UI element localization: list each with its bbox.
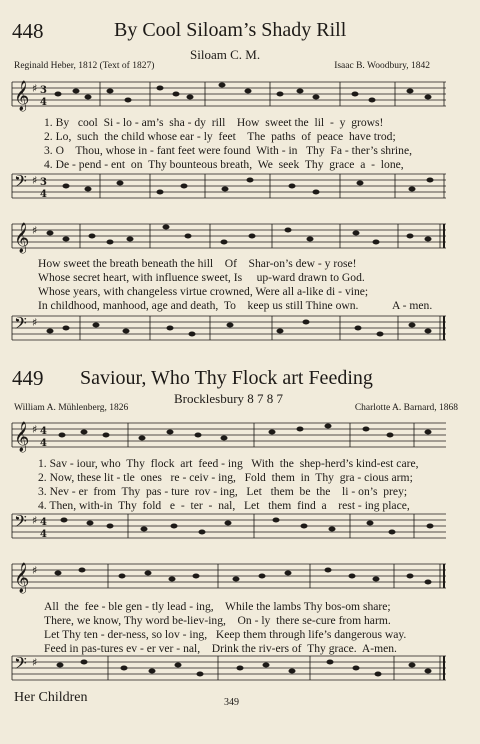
svg-text:4: 4	[40, 517, 47, 528]
page-number: 349	[224, 697, 239, 708]
hymn-449-words-credit: William A. Mühlenberg, 1826	[14, 403, 129, 413]
hymn-448-verse-line-2b: Whose secret heart, with influence sweet, Is up-ward drawn to God.	[38, 271, 365, 284]
hymn-448-verse-line-2a: 2. Lo, such the child whose ear - ly feet The paths of peace have trod;	[44, 130, 396, 143]
hymn-449-verse-line-2a: 2. Now, these lit - tle ones re - ceiv - ing, Fold them in Thy gra - cious arm;	[38, 471, 413, 484]
hymn-448-verse-line-1b: How sweet the breath beneath the hill Of Shar-on’s dew - y rose!	[38, 257, 357, 270]
hymn-449-staff-bass-2	[10, 650, 446, 690]
svg-text:3: 3	[40, 85, 47, 96]
svg-text:♯: ♯	[32, 656, 38, 669]
hymn-449-verse-line-4b: Feed in pas-tures ev - er ver - nal, Drink the riv-ers of Thy grace. A-men.	[44, 642, 397, 655]
svg-text:𝄢: 𝄢	[14, 511, 27, 535]
hymn-448-staff-treble-2	[10, 216, 446, 258]
svg-text:𝄞: 𝄞	[14, 422, 30, 452]
svg-text:3: 3	[40, 177, 47, 188]
svg-text:♯: ♯	[32, 224, 38, 237]
hymn-449-title: Saviour, Who Thy Flock art Feeding	[80, 367, 373, 389]
svg-text:♯: ♯	[32, 564, 38, 577]
hymn-449-number: 449	[12, 366, 44, 390]
hymn-448-verse-line-4b: In childhood, manhood, age and death, To keep us still Thine own.	[38, 299, 359, 312]
svg-text:𝄢: 𝄢	[14, 653, 27, 677]
svg-text:𝄞: 𝄞	[14, 81, 30, 111]
hymn-448-tune: Siloam C. M.	[190, 47, 261, 62]
svg-text:4: 4	[40, 189, 47, 200]
svg-text:𝄢: 𝄢	[14, 313, 27, 337]
hymn-449-verse-line-3a: 3. Nev - er from Thy pas - ture rov - ing, Let them be the li - on’s prey;	[38, 485, 408, 498]
hymn-448-verse-line-3b: Whose years, with changeless virtue crowned, Were all a-like di - vine;	[38, 285, 369, 298]
hymn-449-verse-line-1b: All the fee - ble gen - tly lead - ing, While the lambs Thy bos-om share;	[44, 600, 391, 613]
svg-text:𝄞: 𝄞	[14, 563, 30, 593]
hymn-448-title: By Cool Siloam’s Shady Rill	[114, 19, 347, 41]
svg-text:♯: ♯	[32, 174, 38, 187]
hymn-449-staff-treble-2	[10, 556, 446, 598]
hymn-449-verse-line-2b: There, we know, Thy word be-liev-ing, On - ly there se-cure from harm.	[44, 614, 391, 627]
hymn-448-staff-treble-1	[10, 74, 446, 116]
hymn-449-music-credit: Charlotte A. Barnard, 1868	[354, 403, 458, 413]
hymn-448-staff-bass-2	[10, 310, 446, 350]
hymn-449-tune: Brocklesbury 8 7 8 7	[174, 391, 284, 406]
hymn-449-verse-line-4a: 4. Then, with-in Thy fold e - ter - nal, Let them find a rest - ing place,	[38, 499, 410, 512]
footer-section-title: Her Children	[14, 690, 88, 705]
hymn-448-verse-line-4a: 4. De - pend - ent on Thy bounteous breath, We seek Thy grace a - lone,	[44, 158, 404, 171]
hymn-448-staff-bass-1	[10, 168, 446, 208]
hymn-448-verse-line-1a: 1. By cool Si - lo - am’s sha - dy rill How sweet the lil - y grows!	[44, 116, 384, 129]
hymn-448-amen: A - men.	[392, 299, 433, 312]
svg-text:♯: ♯	[32, 423, 38, 436]
svg-text:4: 4	[40, 438, 47, 449]
hymn-449-verse-line-3b: Let Thy ten - der-ness, so lov - ing, Keep them through life’s dangerous way.	[44, 628, 407, 641]
hymn-448-verse-line-3a: 3. O Thou, whose in - fant feet were found With - in Thy Fa - ther’s shrine,	[44, 144, 412, 157]
hymn-448-words-credit: Reginald Heber, 1812 (Text of 1827)	[14, 61, 155, 71]
svg-text:♯: ♯	[32, 316, 38, 329]
svg-text:♯: ♯	[32, 82, 38, 95]
hymn-449-staff-bass-1	[10, 508, 446, 548]
svg-text:♯: ♯	[32, 514, 38, 527]
svg-text:4: 4	[40, 426, 47, 437]
hymn-448-music-credit: Isaac B. Woodbury, 1842	[334, 61, 430, 71]
svg-text:4: 4	[40, 97, 47, 108]
svg-text:𝄢: 𝄢	[14, 171, 27, 195]
hymn-449-verse-line-1a: 1. Sav - iour, who Thy flock art feed - ing With the shep-herd’s kind-est care,	[38, 457, 419, 470]
svg-text:𝄞: 𝄞	[14, 223, 30, 253]
hymn-449-staff-treble-1	[10, 415, 446, 457]
svg-text:4: 4	[40, 529, 47, 540]
hymn-448-number: 448	[12, 19, 44, 43]
